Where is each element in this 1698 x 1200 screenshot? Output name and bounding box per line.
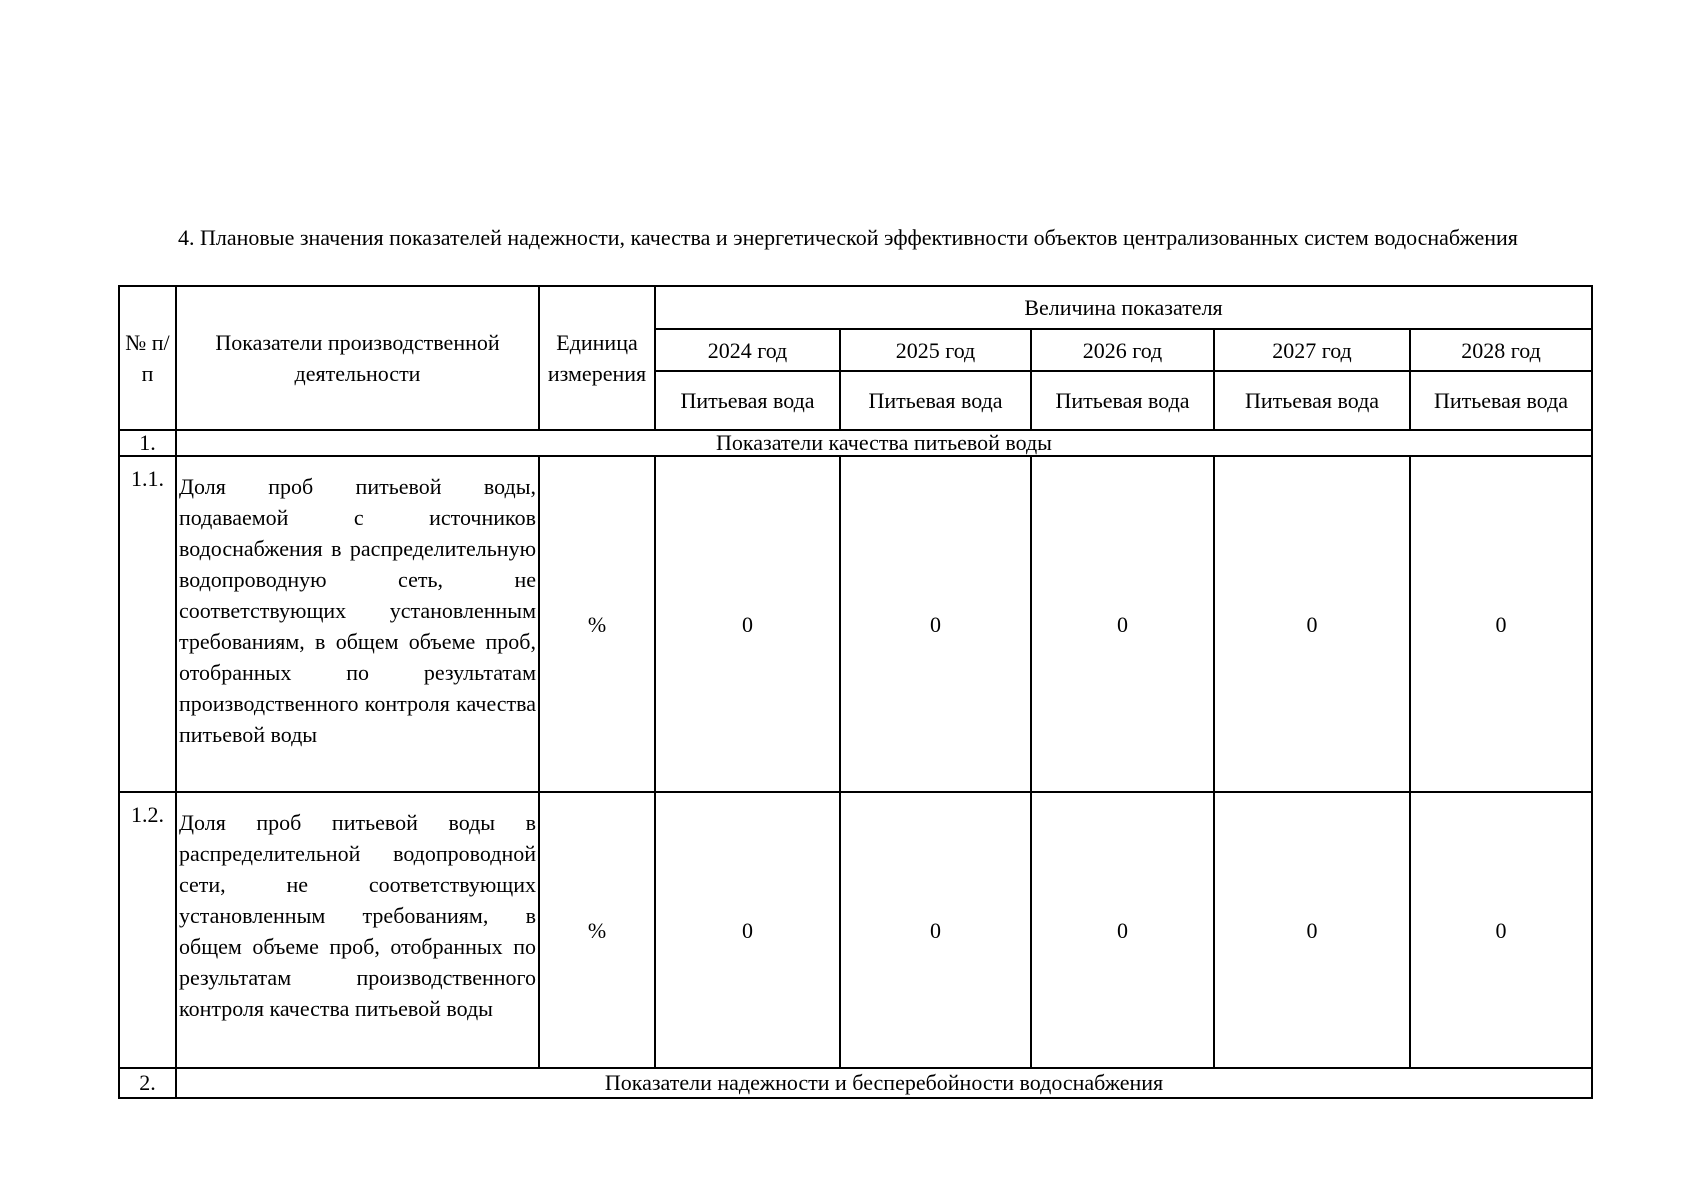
header-water-type: Питьевая вода bbox=[655, 371, 840, 430]
row-unit: % bbox=[539, 792, 655, 1068]
section-num: 2. bbox=[119, 1068, 176, 1098]
table-row bbox=[119, 792, 1592, 1068]
row-value: 0 bbox=[1031, 792, 1214, 1068]
header-value-group: Величина показателя bbox=[655, 286, 1592, 329]
row-indicator: Доля проб питьевой воды в распределительной водопроводной сети, не соответствующих установленным требованиям, в общем объеме проб, отобранных по результатам производственного контроля качества питьевой воды bbox=[176, 792, 539, 1068]
row-value: 0 bbox=[1410, 456, 1592, 792]
header-water-type: Питьевая вода bbox=[1214, 371, 1410, 430]
document-title: 4. Плановые значения показателей надежности, качества и энергетической эффективности объектов централизованных систем водоснабжения bbox=[178, 225, 1518, 250]
row-num: 1.2. bbox=[119, 792, 176, 1068]
header-water-type: Питьевая вода bbox=[1031, 371, 1214, 430]
header-water-type: Питьевая вода bbox=[840, 371, 1031, 430]
section-row bbox=[119, 1068, 1592, 1098]
row-value: 0 bbox=[840, 792, 1031, 1068]
header-water-type: Питьевая вода bbox=[1410, 371, 1592, 430]
row-value: 0 bbox=[1214, 792, 1410, 1068]
row-value: 0 bbox=[655, 792, 840, 1068]
header-year: 2025 год bbox=[840, 329, 1031, 371]
header-unit: Единица измерения bbox=[539, 286, 655, 430]
section-title: Показатели качества питьевой воды bbox=[176, 430, 1592, 456]
header-indicator: Показатели производственной деятельности bbox=[176, 286, 539, 430]
row-num: 1.1. bbox=[119, 456, 176, 792]
row-unit: % bbox=[539, 456, 655, 792]
row-value: 0 bbox=[1031, 456, 1214, 792]
indicators-table bbox=[118, 285, 1593, 1099]
row-value: 0 bbox=[840, 456, 1031, 792]
header-year: 2024 год bbox=[655, 329, 840, 371]
section-title: Показатели надежности и бесперебойности водоснабжения bbox=[176, 1068, 1592, 1098]
row-indicator: Доля проб питьевой воды, подаваемой с источников водоснабжения в распределительную водопроводную сеть, не соответствующих установленным требованиям, в общем объеме проб, отобранных по результатам производственного контроля качества питьевой воды bbox=[176, 456, 539, 792]
header-year: 2027 год bbox=[1214, 329, 1410, 371]
row-value: 0 bbox=[1214, 456, 1410, 792]
header-row-1 bbox=[119, 286, 1592, 329]
header-year: 2028 год bbox=[1410, 329, 1592, 371]
section-num: 1. bbox=[119, 430, 176, 456]
row-value: 0 bbox=[655, 456, 840, 792]
table-row bbox=[119, 456, 1592, 792]
header-year: 2026 год bbox=[1031, 329, 1214, 371]
row-value: 0 bbox=[1410, 792, 1592, 1068]
section-row bbox=[119, 430, 1592, 456]
header-num: № п/п bbox=[119, 286, 176, 430]
